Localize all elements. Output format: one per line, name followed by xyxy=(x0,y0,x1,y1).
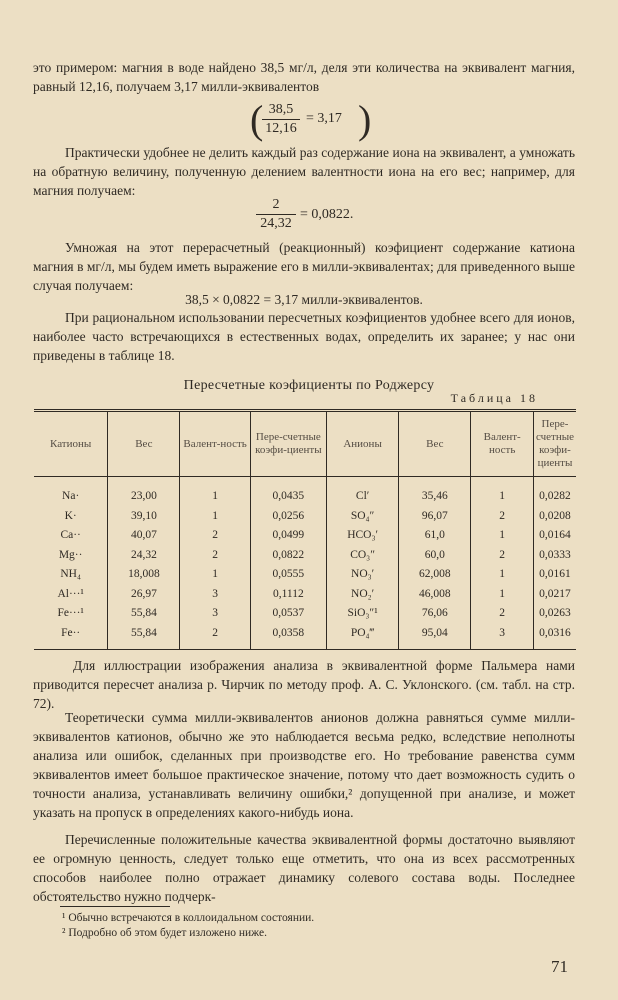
cell-weight: 23,00 xyxy=(108,477,180,507)
table-number: Таблица 18 xyxy=(450,391,538,405)
header-coef-2: Пере-счетные коэфи-циенты xyxy=(533,411,576,477)
cell-cation: Fe·· xyxy=(34,624,108,650)
cell-valence: 2 xyxy=(180,624,250,650)
cell-valence: 2 xyxy=(471,546,534,566)
cell-coef: 0,0555 xyxy=(250,565,326,585)
cell-coef: 0,0435 xyxy=(250,477,326,507)
cell-cation: Al···¹ xyxy=(57,587,84,600)
cell-valence: 1 xyxy=(180,507,250,527)
paragraph-2: Практически удобнее не делить каждый раз содержание иона на эквивалент, а умножать на обратную величину, полученную делением валентности иона на его вес; например, для магния получаем: xyxy=(33,145,575,198)
cell-cation: Na· xyxy=(62,490,80,502)
fraction-2 xyxy=(256,197,296,232)
header-weight-2: Вес xyxy=(399,411,471,477)
cell-coef: 0,0822 xyxy=(250,546,326,566)
cell-valence: 3 xyxy=(180,585,250,605)
cell-anion: Cl′ xyxy=(326,477,398,507)
table-caption: Пересчетные коэфициенты по Роджерсу xyxy=(183,378,435,393)
cell-cation: K· xyxy=(64,509,77,522)
table-row xyxy=(34,507,576,527)
cell-valence: 1 xyxy=(471,585,534,605)
header-anions: Анионы xyxy=(326,411,398,477)
cell-valence: 1 xyxy=(471,526,534,546)
cell-valence: 2 xyxy=(180,546,250,566)
cell-coef: 0,0217 xyxy=(533,585,576,605)
cell-valence: 1 xyxy=(471,565,534,585)
table-row xyxy=(34,546,576,566)
fraction-1-numerator: 38,5 xyxy=(268,102,294,117)
cell-weight: 60,0 xyxy=(399,546,471,566)
cell-coef: 0,0256 xyxy=(250,507,326,527)
cell-anion: PO₄‴ xyxy=(326,624,398,650)
cell-weight: 24,32 xyxy=(108,546,180,566)
table-row xyxy=(34,477,576,507)
cell-cation: Mg·· xyxy=(58,548,83,561)
fraction-1-result: = 3,17 xyxy=(306,111,342,126)
cell-anion: SO₄″ xyxy=(326,507,398,527)
cell-anion: HCO₃′ xyxy=(326,526,398,546)
table-row xyxy=(34,565,576,585)
header-valence-2: Валент-ность xyxy=(471,411,534,477)
cell-weight: 95,04 xyxy=(399,624,471,650)
cell-coef: 0,0499 xyxy=(250,526,326,546)
cell-coef: 0,0358 xyxy=(250,624,326,650)
paragraph-5: Для иллюстрации изображения анализа в эквивалентной форме Пальмера нами приводится пересчет анализа р. Чирчик по методу проф. А. С. Уклонского. (см. табл. на стр. 72). xyxy=(33,658,575,711)
header-weight-1: Вес xyxy=(108,411,180,477)
cell-cation: Fe···¹ xyxy=(57,607,84,619)
table-row xyxy=(34,526,576,546)
header-valence-1: Валент-ность xyxy=(180,411,250,477)
cell-anion: SiO₃″¹ xyxy=(326,604,398,624)
cell-coef: 0,1112 xyxy=(250,585,326,605)
cell-weight: 46,008 xyxy=(399,585,471,605)
page-number: 71 xyxy=(551,957,568,976)
cell-weight: 55,84 xyxy=(108,624,180,650)
cell-valence: 3 xyxy=(471,624,534,650)
cell-anion: NO₃′ xyxy=(326,565,398,585)
cell-coef: 0,0161 xyxy=(533,565,576,585)
left-paren: ( xyxy=(250,97,264,142)
cell-coef: 0,0333 xyxy=(533,546,576,566)
cell-weight: 39,10 xyxy=(108,507,180,527)
cell-coef: 0,0208 xyxy=(533,507,576,527)
cell-weight: 61,0 xyxy=(399,526,471,546)
paragraph-6: Теоретически сумма милли-эквивалентов анионов должна равняться сумме милли-эквивалентов катионов, обычно же это наблюдается весьма редко, вследствие неполноты анализа или ошибок, сделанных при производстве его. Но требование равенства сумм эквивалентов имеет большое практическое значение, потому что дает возможность судить о точности анализа, устанавливать величину ошибки,² допущенной при анализе, и может указать на пропуск в определениях какого-нибудь иона. xyxy=(33,710,575,820)
fraction-1-denominator: 12,16 xyxy=(265,121,297,136)
paragraph-3: Умножая на этот перерасчетный (реакционный) коэфициент содержание катиона магния в мг/л, мы будем иметь выражение его в милли-эквивалентах; для приведенного выше случая получаем: xyxy=(33,240,575,293)
fraction-2-numerator: 2 xyxy=(272,197,280,212)
header-coef-1: Пере-счетные коэфи-циенты xyxy=(250,411,326,477)
right-paren: ) xyxy=(358,97,372,142)
cell-anion: CO₃″ xyxy=(326,546,398,566)
cell-valence: 1 xyxy=(471,477,534,507)
cell-weight: 40,07 xyxy=(108,526,180,546)
fraction-1 xyxy=(262,102,300,137)
cell-valence: 2 xyxy=(471,604,534,624)
paragraph-1: это примером: магния в воде найдено 38,5 мг/л, деля эти количества на эквивалент магния, равный 12,16, получаем 3,17 милли-эквивалентов xyxy=(33,60,575,94)
cell-weight: 18,008 xyxy=(108,565,180,585)
cell-coef: 0,0263 xyxy=(533,604,576,624)
footnote-1: ¹ Обычно встречаются в коллоидальном состоянии. xyxy=(62,912,315,924)
cell-valence: 2 xyxy=(180,526,250,546)
cell-weight: 62,008 xyxy=(399,565,471,585)
fraction-2-result: = 0,0822. xyxy=(300,207,354,222)
footnote-separator xyxy=(60,906,170,907)
formula: 38,5 × 0,0822 = 3,17 милли-эквивалентов. xyxy=(185,292,423,307)
cell-cation: Ca·· xyxy=(60,529,81,541)
cell-valence: 1 xyxy=(180,477,250,507)
footnote-2: ² Подробно об этом будет изложено ниже. xyxy=(62,927,267,939)
paragraph-4: При рациональном использовании пересчетных коэфициентов удобнее всего для ионов, наиболее часто встречающихся в естественных водах, определить их заранее; у нас они приведены в таблице 18. xyxy=(33,310,575,363)
cell-weight: 96,07 xyxy=(399,507,471,527)
header-cations: Катионы xyxy=(34,411,108,477)
cell-anion: NO₂′ xyxy=(326,585,398,605)
coefficients-table xyxy=(34,409,576,650)
cell-valence: 1 xyxy=(180,565,250,585)
cell-weight: 55,84 xyxy=(108,604,180,624)
cell-coef: 0,0164 xyxy=(533,526,576,546)
cell-valence: 3 xyxy=(180,604,250,624)
cell-coef: 0,0537 xyxy=(250,604,326,624)
fraction-2-denominator: 24,32 xyxy=(260,216,292,231)
table-header-row xyxy=(34,411,576,477)
cell-weight: 26,97 xyxy=(108,585,180,605)
cell-coef: 0,0316 xyxy=(533,624,576,650)
cell-cation: NH₄ xyxy=(60,568,81,580)
cell-weight: 76,06 xyxy=(399,604,471,624)
table-row xyxy=(34,624,576,650)
table-row xyxy=(34,585,576,605)
cell-weight: 35,46 xyxy=(399,477,471,507)
table-row xyxy=(34,604,576,624)
cell-coef: 0,0282 xyxy=(533,477,576,507)
paragraph-7: Перечисленные положительные качества эквивалентной формы достаточно выявляют ее огромную ценность, следует только еще отметить, что она из всех рассмотренных способов наиболее полно отражает динамику солевого состава воды. Последнее обстоятельство нужно подчерк- xyxy=(33,832,575,904)
cell-valence: 2 xyxy=(471,507,534,527)
